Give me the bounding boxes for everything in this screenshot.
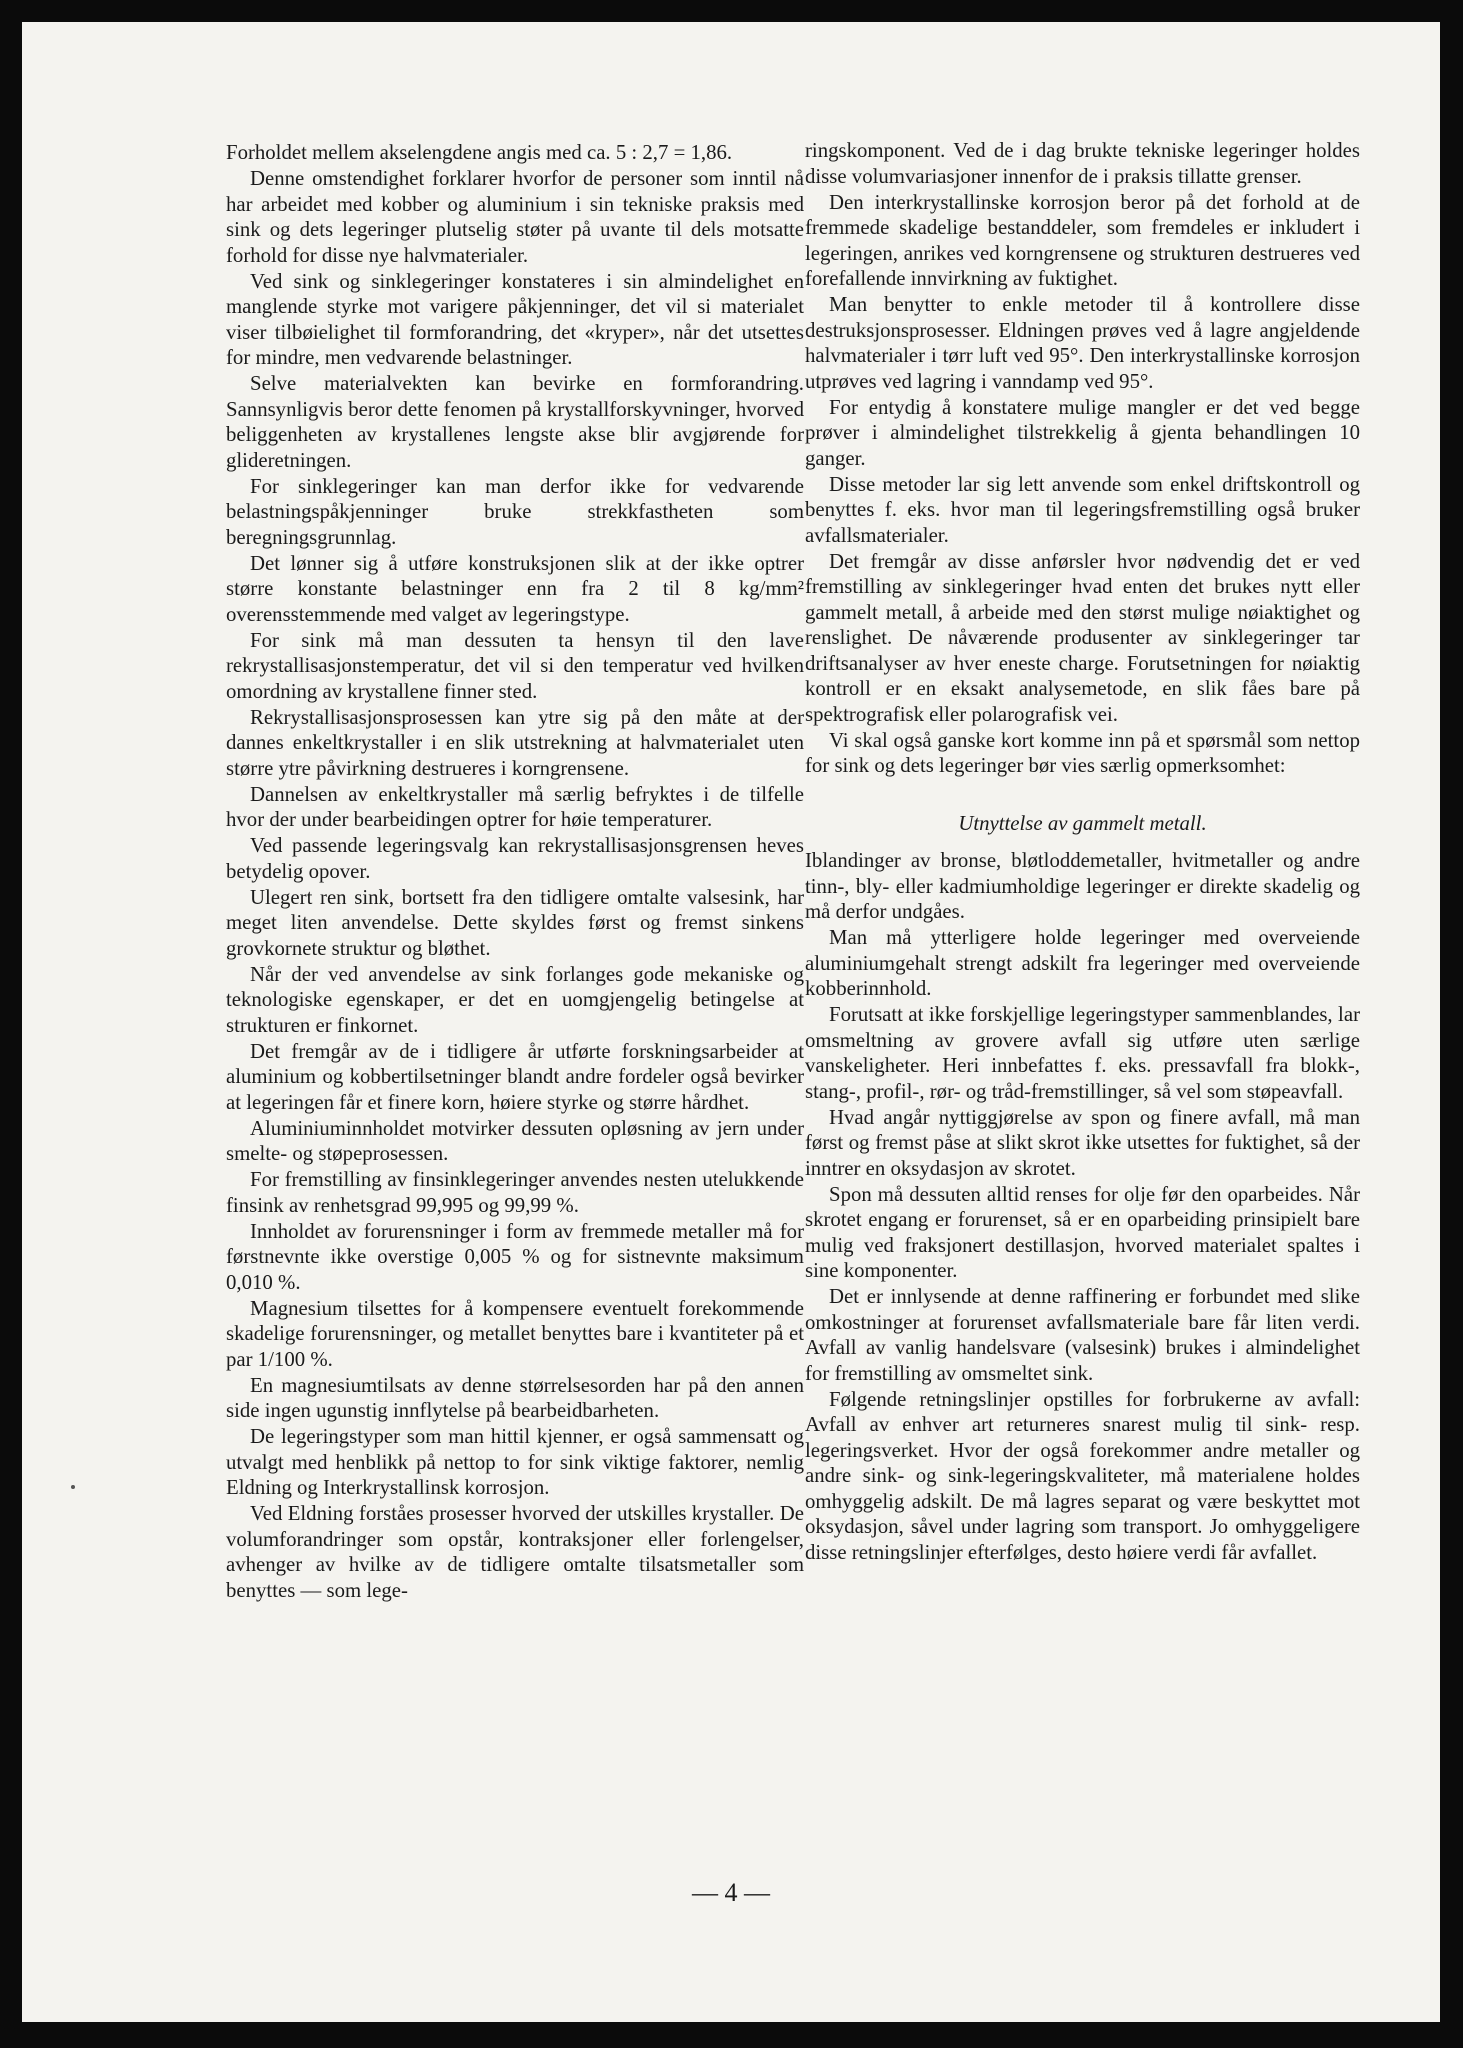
paragraph: For sinklegeringer kan man derfor ikke for vedvarende belastningspåkjenninger bruke strekkfastheten som beregningsgrunnlag. bbox=[226, 474, 804, 549]
paragraph: Selve materialvekten kan bevirke en formforandring. Sannsynligvis beror dette fenomen på krystallforskyvninger, hvorved beliggenheten av krystallenes lengste akse blir avgjørende for glideretningen. bbox=[226, 372, 804, 472]
paragraph: Denne omstendighet forklarer hvorfor de personer som inntil nå har arbeidet med kobber og aluminium i sin tekniske praksis med sink og dets legeringer plutselig støter på uvante til dels motsatte forhold for disse nye halvmaterialer. bbox=[226, 167, 804, 267]
paragraph: Man benytter to enkle metoder til å kontrollere disse destruksjonsprosesser. Eldningen prøves ved å lagre angjeldende halvmaterialer i tørr luft ved 95°. Den interkrystallinske korrosjon utprøves ved lagring i vanndamp ved 95°. bbox=[805, 293, 1360, 393]
paragraph: Aluminiuminnholdet motvirker dessuten opløsning av jern under smelte- og støpeprosessen. bbox=[226, 1116, 804, 1165]
page-number: — 4 — bbox=[692, 1878, 770, 1907]
paragraph: For entydig å konstatere mulige mangler er det ved begge prøver i almindelighet tilstrekkelig å gjenta behandlingen 10 ganger. bbox=[805, 395, 1360, 470]
right-column bbox=[805, 138, 1360, 1566]
left-column bbox=[226, 140, 804, 1604]
paragraph: Når der ved anvendelse av sink forlanges gode mekaniske og teknologiske egenskaper, er det en uomgjengelig betingelse at strukturen er finkornet. bbox=[226, 962, 804, 1037]
paragraph: Disse metoder lar sig lett anvende som enkel driftskontroll og benyttes f. eks. hvor man til legeringsfremstilling også bruker avfallsmaterialer. bbox=[805, 472, 1360, 547]
paragraph: Det lønner sig å utføre konstruksjonen slik at der ikke optrer større konstante belastninger enn fra 2 til 8 kg/mm² overensstemmende med valget av legeringstype. bbox=[226, 551, 804, 626]
paragraph: En magnesiumtilsats av denne størrelsesorden har på den annen side ingen ugunstig innflytelse på bearbeidbarheten. bbox=[226, 1373, 804, 1422]
paragraph: Ulegert ren sink, bortsett fra den tidligere omtalte valsesink, har meget liten anvendelse. Dette skyldes først og fremst sinkens grovkornete struktur og bløthet. bbox=[226, 885, 804, 960]
margin-speck bbox=[71, 1485, 75, 1489]
section-heading: Utnyttelse av gammelt metall. bbox=[958, 811, 1207, 835]
paragraph: Ved Eldning forståes prosesser hvorved der utskilles krystaller. De volumforandringer som opstår, kontraksjoner eller forlengelser, avhenger av hvilke av de tidligere omtalte tilsatsmetaller som benyttes — som lege- bbox=[226, 1502, 804, 1602]
paragraph: For fremstilling av finsinklegeringer anvendes nesten utelukkende finsink av renhetsgrad 99,995 og 99,99 %. bbox=[226, 1168, 804, 1217]
paragraph: Ved sink og sinklegeringer konstateres i sin almindelighet en manglende styrke mot varigere påkjenninger, det vil si materialet viser tilbøielighet til formforandring, det «kryper», når det utsettes for mindre, men vedvarende belastninger. bbox=[226, 269, 804, 369]
paragraph: ringskomponent. Ved de i dag brukte tekniske legeringer holdes disse volumvariasjoner innenfor de i praksis tillatte grenser. bbox=[805, 139, 1360, 188]
paragraph: Man må ytterligere holde legeringer med overveiende aluminiumgehalt strengt adskilt fra legeringer med overveiende kobberinnhold. bbox=[805, 926, 1360, 1000]
paragraph: Hvad angår nyttiggjørelse av spon og finere avfall, må man først og fremst påse at slikt skrot ikke utsettes for fuktighet, så der inntrer en oksydasjon av skrotet. bbox=[805, 1105, 1360, 1180]
document-page bbox=[22, 22, 1440, 2022]
paragraph: Forutsatt at ikke forskjellige legeringstyper sammenblandes, lar omsmeltning av grovere avfall sig utføre uten særlige vanskeligheter. Heri innbefattes f. eks. pressavfall fra blokk-, stang-, profil-, rør- og tråd-fremstillinger, så vel som støpeavfall. bbox=[805, 1003, 1360, 1103]
paragraph: Det fremgår av de i tidligere år utførte forskningsarbeider at aluminium og kobbertilsetninger blandt andre fordeler også bevirker at legeringen får et finere korn, høiere styrke og større hårdhet. bbox=[226, 1039, 804, 1114]
paragraph: Det fremgår av disse anførsler hvor nødvendig det er ved fremstilling av sinklegeringer hvad enten det brukes nytt eller gammelt metall, å arbeide med den størst mulige nøiaktighet og renslighet. De nåværende produsenter av sinklegeringer tar driftsanalyser av hver eneste charge. Forutsetningen for nøiaktig kontroll er en eksakt analysemetode, en slik fåes bare på spektrografisk eller polarografisk vei. bbox=[805, 549, 1360, 726]
paragraph: Forholdet mellem akselengdene angis med ca. 5 : 2,7 = 1,86. bbox=[226, 141, 733, 164]
paragraph: Spon må dessuten alltid renses for olje før den oparbeides. Når skrotet engang er forurenset, så er en oparbeiding prinsipielt bare mulig ved fraksjonert destillasjon, hvorved materialet spaltes i sine komponenter. bbox=[805, 1182, 1360, 1282]
paragraph: Det er innlysende at denne raffinering er forbundet med slike omkostninger at forurenset avfallsmateriale bare får liten verdi. Avfall av vanlig handelsvare (valsesink) brukes i almindelighet for fremstilling av omsmeltet sink. bbox=[805, 1285, 1360, 1385]
paragraph: Rekrystallisasjonsprosessen kan ytre sig på den måte at der dannes enkeltkrystaller i en slik utstrekning at halvmaterialet uten større ytre påvirkning destrueres i korngrensene. bbox=[226, 705, 804, 780]
paragraph: De legeringstyper som man hittil kjenner, er også sammensatt og utvalgt med henblikk på nettop to for sink viktige faktorer, nemlig Eldning og Interkrystallinsk korrosjon. bbox=[226, 1425, 804, 1499]
paragraph: Vi skal også ganske kort komme inn på et spørsmål som nettop for sink og dets legeringer bør vies særlig opmerksomhet: bbox=[805, 728, 1360, 777]
paragraph: Magnesium tilsettes for å kompensere eventuelt forekommende skadelige forurensninger, og metallet benyttes bare i kvantiteter på et par 1/100 %. bbox=[226, 1296, 804, 1371]
paragraph: Ved passende legeringsvalg kan rekrystallisasjonsgrensen heves betydelig opover. bbox=[226, 834, 804, 883]
paragraph: Iblandinger av bronse, bløtloddemetaller, hvitmetaller og andre tinn-, bly- eller kadmiumholdige legeringer er direkte skadelig og må derfor undgåes. bbox=[805, 849, 1360, 923]
paragraph: Innholdet av forurensninger i form av fremmede metaller må for førstnevnte ikke overstige 0,005 % og for sistnevnte maksimum 0,010 %. bbox=[226, 1219, 804, 1294]
paragraph: Følgende retningslinjer opstilles for forbrukerne av avfall: Avfall av enhver art returneres snarest mulig til sink- resp. legeringsverket. Hvor der også forekommer andre metaller og andre sink- og sink-legeringskvaliteter, må materialene holdes omhyggelig adskilt. De må lagres separat og være beskyttet mot oksydasjon, såvel under lagring som transport. Jo omhyggeligere disse retningslinjer efterfølges, desto høiere verdi får avfallet. bbox=[805, 1387, 1360, 1564]
paragraph: Dannelsen av enkeltkrystaller må særlig befryktes i de tilfelle hvor der under bearbeidingen optrer for høie temperaturer. bbox=[226, 782, 804, 831]
paragraph: Den interkrystallinske korrosjon beror på det forhold at de fremmede skadelige bestanddeler, som fremdeles er inkludert i legeringen, anrikes ved korngrensene og strukturen destrueres ved forefallende innvirkning av fuktighet. bbox=[805, 190, 1360, 290]
paragraph: For sink må man dessuten ta hensyn til den lave rekrystallisasjonstemperatur, det vil si den temperatur ved hvilken omordning av krystallene finner sted. bbox=[226, 628, 804, 703]
